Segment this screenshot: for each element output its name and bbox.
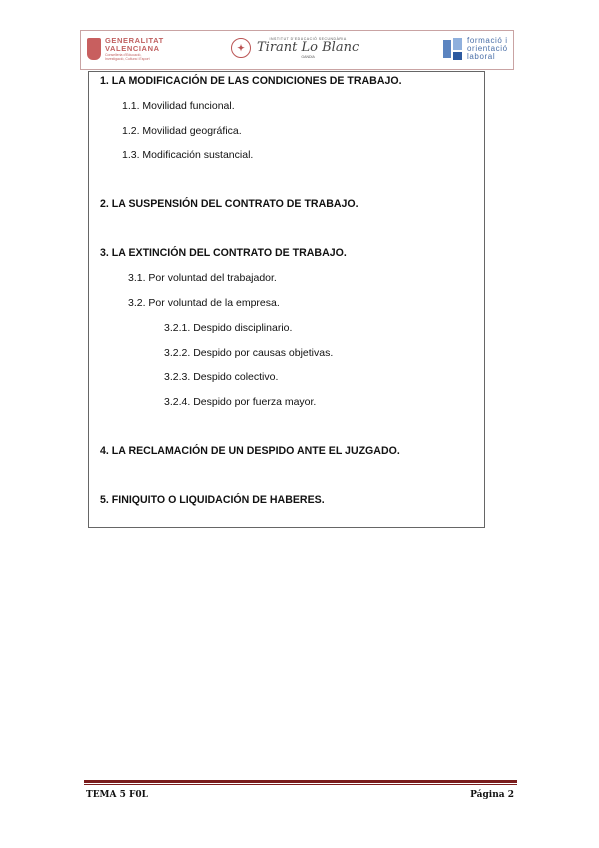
tirant-top: INSTITUT D'EDUCACIÓ SECUNDÀRIA (269, 37, 347, 41)
toc-item-1-2: 1.2. Movilidad geográfica. (122, 125, 242, 137)
toc-item-3-1: 3.1. Por voluntad del trabajador. (128, 272, 277, 284)
fol-mark-icon (443, 38, 463, 60)
toc-item-3-2: 3.2. Por voluntad de la empresa. (128, 297, 280, 309)
tirant-bottom: GANDIA (301, 55, 315, 59)
fol-l2: orientació (467, 44, 508, 53)
gv-line1: GENERALITAT (105, 36, 164, 45)
footer-rule (84, 780, 517, 783)
toc-item-3-2-4: 3.2.4. Despido por fuerza mayor. (164, 396, 317, 408)
toc-item-3-2-3: 3.2.3. Despido colectivo. (164, 371, 279, 383)
footer-page-number: Página 2 (470, 790, 514, 800)
tirant-emblem-icon: ✦ (231, 38, 251, 58)
toc-heading-3: 3. LA EXTINCIÓN DEL CONTRATO DE TRABAJO. (100, 247, 347, 259)
toc-item-1-3: 1.3. Modificación sustancial. (122, 149, 254, 161)
toc-heading-2: 2. LA SUSPENSIÓN DEL CONTRATO DE TRABAJO. (100, 198, 359, 210)
toc-item-1-1: 1.1. Movilidad funcional. (122, 100, 235, 112)
fol-l1: formació i (467, 36, 508, 45)
generalitat-logo (87, 37, 164, 61)
fol-logo (443, 37, 508, 61)
toc-heading-4: 4. LA RECLAMACIÓN DE UN DESPIDO ANTE EL JUZGADO. (100, 445, 400, 457)
toc-heading-1: 1. LA MODIFICACIÓN DE LAS CONDICIONES DE TRABAJO. (100, 75, 402, 87)
gv-line2: VALENCIANA (105, 44, 160, 53)
footer-rule-thin (84, 784, 517, 785)
toc-box (88, 71, 485, 528)
tirant-name: Tirant Lo Blanc (257, 40, 360, 55)
gv-small2: Investigació, Cultura i Esport (105, 57, 150, 61)
tirant-lo-blanc-logo (231, 37, 359, 59)
gv-small1: Conselleria d'Educació, (105, 53, 142, 57)
toc-item-3-2-2: 3.2.2. Despido por causas objetivas. (164, 347, 334, 359)
toc-item-3-2-1: 3.2.1. Despido disciplinario. (164, 322, 293, 334)
fol-l3: laboral (467, 52, 496, 61)
footer-topic: TEMA 5 F0L (86, 790, 149, 800)
toc-heading-5: 5. FINIQUITO O LIQUIDACIÓN DE HABERES. (100, 494, 325, 506)
shield-icon (87, 38, 101, 60)
header-logos-bar (80, 30, 514, 70)
